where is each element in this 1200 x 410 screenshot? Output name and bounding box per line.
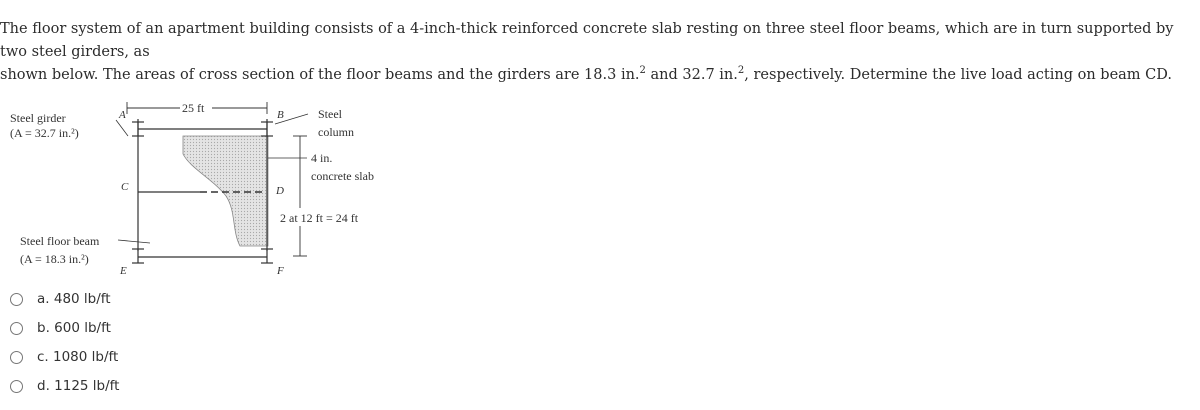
beam-leader	[118, 240, 150, 243]
point-d-label: D	[276, 185, 284, 197]
point-f-label: F	[277, 265, 284, 277]
point-a-label: A	[119, 109, 126, 121]
column-label-line2: column	[318, 125, 354, 139]
radio-icon[interactable]	[10, 293, 23, 306]
floor-beam-label: Steel floor beam	[20, 234, 100, 248]
column-e-symbol	[132, 249, 144, 263]
option-c[interactable]	[10, 345, 270, 369]
option-label: b. 600 lb/ft	[37, 320, 111, 336]
point-e-label: E	[120, 265, 127, 277]
tributary-area	[183, 136, 268, 246]
question-line-2a: shown below. The areas of cross section of the floor beams and the girders are 18.3 in.	[0, 67, 640, 83]
column-f-symbol	[261, 249, 273, 263]
column-label-line1: Steel	[318, 107, 342, 121]
point-c-label: C	[121, 181, 129, 193]
girder-area-label: (A = 32.7 in.²)	[10, 126, 79, 140]
question-line-2c: , respectively. Determine the live load acting on beam CD.	[744, 67, 1172, 83]
girder-label: Steel girder	[10, 111, 66, 125]
option-label: a. 480 lb/ft	[37, 291, 111, 307]
question-line-1: The floor system of an apartment building consists of a 4-inch-thick reinforced concrete slab resting on three steel floor beams, which are in turn supported by two steel girders, as	[0, 21, 1174, 60]
question-line-2	[0, 64, 1196, 87]
span-label: 25 ft	[182, 101, 205, 115]
option-a[interactable]	[10, 287, 270, 311]
point-b-label: B	[277, 109, 284, 121]
floor-system-diagram	[0, 96, 400, 286]
question-text	[0, 18, 1196, 87]
option-label: d. 1125 lb/ft	[37, 378, 120, 394]
radio-icon[interactable]	[10, 380, 23, 393]
slab-label-line1: 4 in.	[311, 151, 333, 165]
floor-beam-area-label: (A = 18.3 in.²)	[20, 252, 89, 266]
superscript-2: 2	[737, 65, 745, 77]
option-label: c. 1080 lb/ft	[37, 349, 119, 365]
radio-icon[interactable]	[10, 322, 23, 335]
slab-label-line2: concrete slab	[311, 169, 374, 183]
option-b[interactable]	[10, 316, 270, 340]
radio-icon[interactable]	[10, 351, 23, 364]
option-d[interactable]	[10, 374, 270, 398]
girder-leader	[116, 120, 128, 136]
superscript-1: 2	[639, 65, 646, 77]
question-line-2b: and 32.7 in.	[645, 67, 738, 83]
spacing-label: 2 at 12 ft = 24 ft	[280, 211, 359, 225]
